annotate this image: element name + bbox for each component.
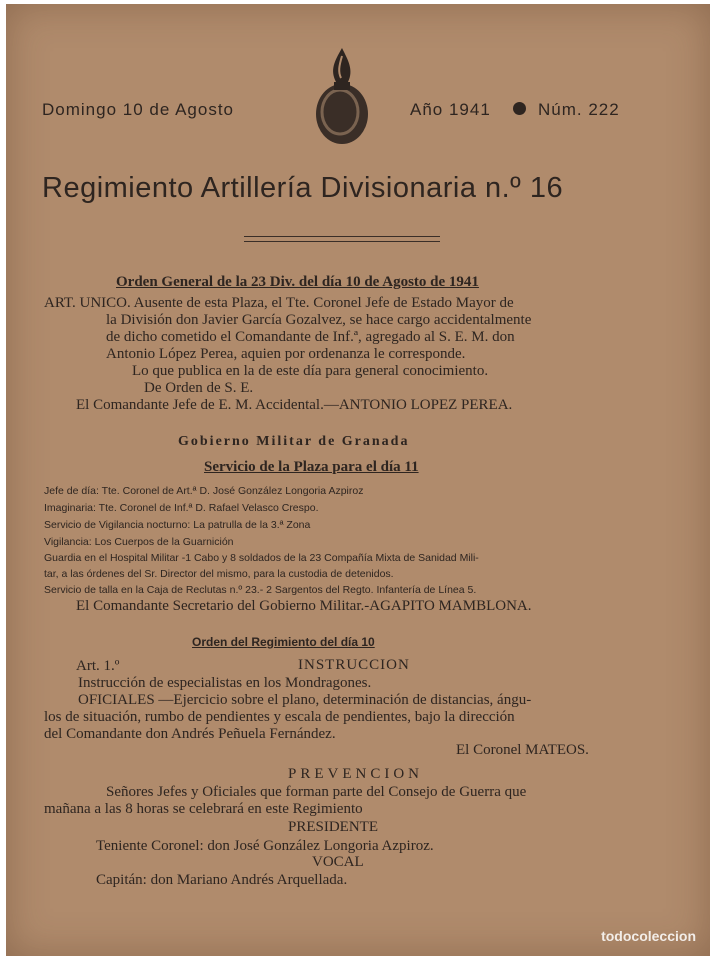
text-line: De Orden de S. E.	[144, 380, 254, 396]
header-number: Núm. 222	[538, 100, 620, 119]
text-line: Imaginaria: Tte. Coronel de Inf.ª D. Rafael Velasco Crespo.	[44, 502, 319, 514]
text-line: Capitán: don Mariano Andrés Arquellada.	[96, 872, 348, 888]
article-label: Art. 1.º	[76, 658, 120, 674]
text-line: de dicho cometido el Comandante de Inf.ª, agregado al S. E. M. don	[106, 329, 515, 345]
divider	[244, 236, 440, 237]
text-line: Servicio de Vigilancia nocturno: La patrulla de la 3.ª Zona	[44, 519, 311, 531]
signature: El Comandante Secretario del Gobierno Militar.-AGAPITO MAMBLONA.	[76, 598, 532, 614]
signature: El Comandante Jefe de E. M. Accidental.—ANTONIO LOPEZ PEREA.	[76, 397, 513, 413]
text-line: Instrucción de especialistas en los Mondragones.	[78, 675, 372, 691]
divider	[244, 241, 440, 242]
text-line: ART. UNICO. Ausente de esta Plaza, el Tte. Coronel Jefe de Estado Mayor de	[44, 295, 514, 311]
header-year: Año 1941	[410, 100, 491, 119]
text-line: Vigilancia: Los Cuerpos de la Guarnición	[44, 536, 234, 548]
text-line: Antonio López Perea, aquien por ordenanza le corresponde.	[106, 346, 466, 362]
text-line: Teniente Coronel: don José González Longoria Azpiroz.	[96, 838, 434, 854]
grenade-flame-icon	[312, 42, 372, 152]
section-title: PRESIDENTE	[288, 819, 378, 835]
text-line: Señores Jefes y Oficiales que forman parte del Consejo de Guerra que	[106, 784, 527, 800]
section-title: VOCAL	[312, 854, 364, 870]
text-line: Servicio de talla en la Caja de Reclutas n.º 23.- 2 Sargentos del Regto. Infantería de Línea 5.	[44, 584, 477, 596]
document-page	[6, 4, 710, 956]
text-line: Guardia en el Hospital Militar -1 Cabo y 8 soldados de la 23 Compañía Mixta de Sanidad Mili-	[44, 552, 479, 564]
text-line: los de situación, rumbo de pendientes y escala de pendientes, bajo la dirección	[44, 709, 515, 725]
text-line: Lo que publica en la de este día para general conocimiento.	[132, 363, 489, 379]
text-line: mañana a las 8 horas se celebrará en este Regimiento	[44, 801, 363, 817]
text-line: Jefe de día: Tte. Coronel de Art.ª D. José González Longoria Azpiroz	[44, 485, 364, 497]
gobierno-subheading: Servicio de la Plaza para el día 11	[204, 459, 419, 475]
watermark-logo: todocoleccion	[601, 928, 696, 944]
section-title: INSTRUCCION	[298, 657, 410, 673]
page-title: Regimiento Artillería Divisionaria n.º 16	[42, 172, 564, 204]
text-line: tar, a las órdenes del Sr. Director del mismo, para la custodia de detenidos.	[44, 568, 394, 580]
text-line: del Comandante don Andrés Peñuela Fernández.	[44, 726, 336, 742]
header-date: Domingo 10 de Agosto	[42, 100, 235, 119]
regimiento-heading: Orden del Regimiento del día 10	[192, 635, 375, 649]
text-line: la División don Javier García Gozalvez, se hace cargo accidentalmente	[106, 312, 532, 328]
orden-general-heading: Orden General de la 23 Div. del día 10 de Agosto de 1941	[116, 274, 479, 290]
text-line: OFICIALES —Ejercicio sobre el plano, determinación de distancias, ángu-	[78, 692, 532, 708]
dot-separator	[513, 102, 526, 115]
gobierno-heading: Gobierno Militar de Granada	[178, 434, 410, 449]
signature: El Coronel MATEOS.	[456, 742, 589, 758]
section-title: PREVENCION	[288, 766, 424, 782]
